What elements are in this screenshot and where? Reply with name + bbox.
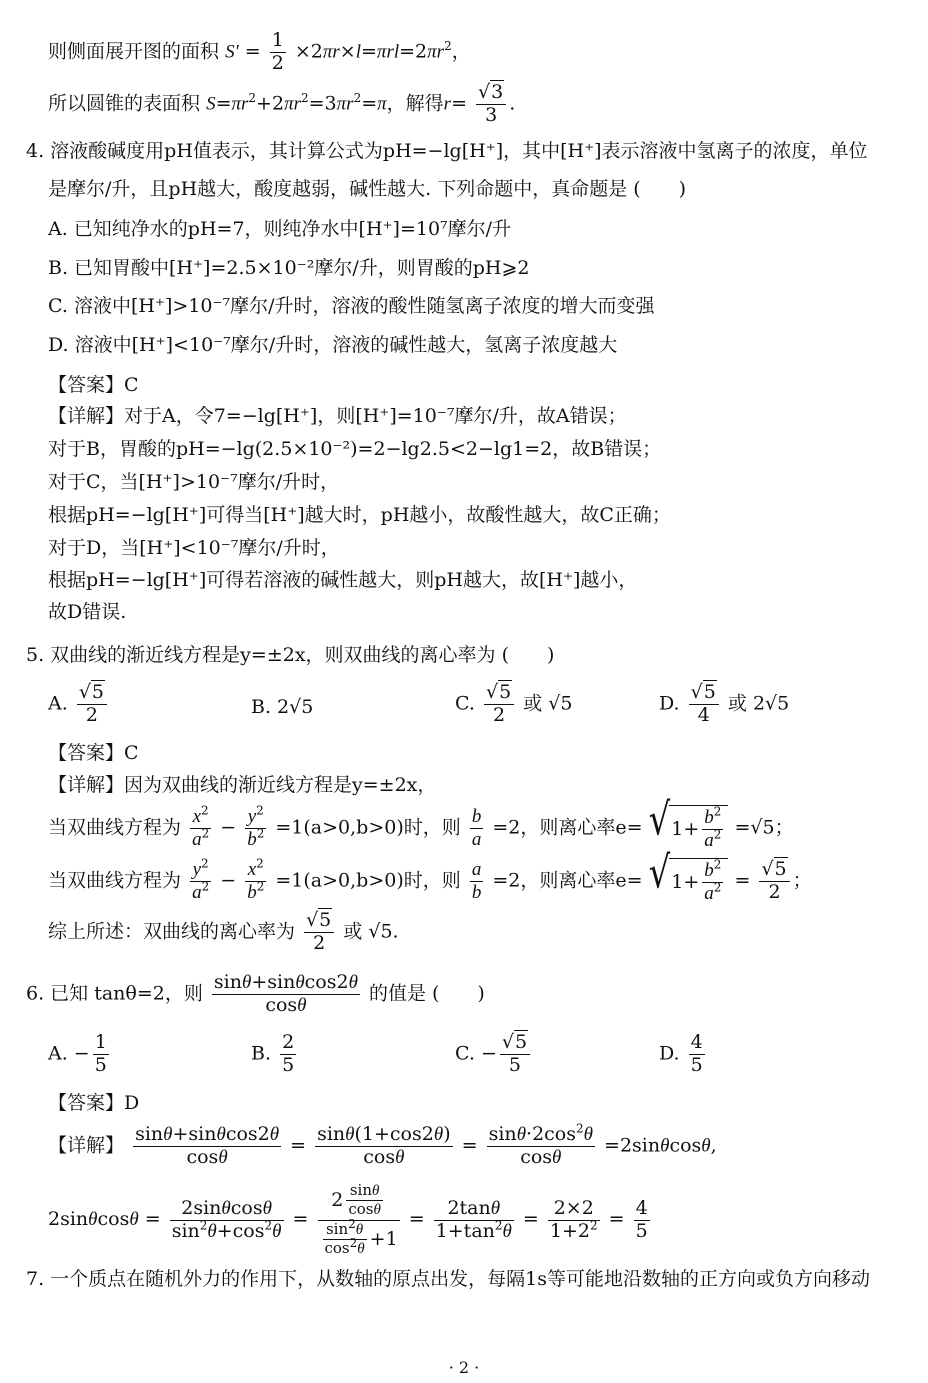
- q4-stem-line-1: 4. 溶液酸碱度用pH值表示，其计算公式为pH=−lg[H⁺]，其中[H⁺]表示溶液中氢离子的浓度，单位: [26, 140, 868, 162]
- q4-detail-1: 【详解】对于A，令7=−lg[H⁺]，则[H⁺]=10⁻⁷摩尔/升，故A错误；: [48, 405, 627, 427]
- q4-detail-7: 故D错误.: [48, 601, 127, 623]
- q6-detail-2: 2sinθcosθ = $\frac{2\sin\theta\cos\theta}{\sin^2\theta+\cos^2\theta}$ = 2 $\frac{\sin\theta}{\cos\theta}$ $\frac{\sin^2\theta}{\cos^2\theta}$ +1 = $\frac{2\tan\theta}{1+\tan^2\theta}$ = $\frac{2\times 2}{1+2^2}$ = $\frac{4}{5}$: [48, 1181, 648, 1257]
- q6-detail-1: 【详解】 $\frac{\sin\theta+\sin\theta\cos 2\theta}{\cos\theta}$ = $\frac{\sin\theta(1+\cos 2\theta)}{\cos\theta}$ = $\frac{\sin\theta\cdot 2\cos^2\theta}{\cos\theta}$ =2sinθcosθ,: [48, 1121, 717, 1168]
- q6-stem: 6. 已知 tanθ=2，则 $\frac{\sin\theta+\sin\theta\cos 2\theta}{\cos\theta}$ 的值是 ( ): [26, 971, 485, 1016]
- q6-option-c: C. − $\frac{√5}{5}$: [455, 1032, 533, 1077]
- q4-detail-4: 根据pH=−lg[H⁺]可得当[H⁺]越大时，pH越小，故酸性越大，故C正确；: [48, 504, 671, 526]
- q6-option-a: A. − $\frac{1}{5}$: [48, 1031, 107, 1076]
- q6-option-b: B. $\frac{2}{5}$: [251, 1031, 295, 1076]
- text-line-lateral-area: 则侧面展开图的面积 S′ = $\frac{1}{2}$ $\times 2\pi r\times l=\pi rl=2\pi r^2$，: [48, 29, 471, 74]
- q4-detail-6: 根据pH=−lg[H⁺]可得若溶液的碱性越大，则pH越大，故[H⁺]越小，: [48, 569, 638, 591]
- q4-answer: 【答案】C: [48, 374, 139, 396]
- q4-stem-line-2: 是摩尔/升，且pH越大，酸度越弱，碱性越大. 下列命题中，真命题是 ( ): [48, 178, 687, 200]
- page-number: · 2 ·: [448, 1358, 480, 1377]
- q4-option-c: C. 溶液中[H⁺]>10⁻⁷摩尔/升时，溶液的酸性随氢离子浓度的增大而变强: [48, 295, 655, 317]
- q5-detail-1: 【详解】因为双曲线的渐近线方程是y=±2x，: [48, 774, 437, 796]
- q5-option-c: C. $\frac{√5}{2}$ 或 √5: [455, 681, 573, 726]
- q5-detail-2: 当双曲线方程为 $\frac{x^2}{a^2}$ − $\frac{y^2}{b^2}$ =1(a>0,b>0)时，则 $\frac{b}{a}$ =2，则离心率e= √ 1+ $\frac{b^2}{a^2}$ =√5；: [48, 794, 794, 851]
- q5-option-d: D. $\frac{√5}{4}$ 或 2√5: [659, 681, 790, 726]
- q4-detail-2: 对于B，胃酸的pH=−lg(2.5×10⁻²)=2−lg2.5<2−lg1=2，故B错误；: [48, 438, 662, 460]
- q5-option-a: A. $\frac{√5}{2}$: [48, 682, 110, 727]
- q4-detail-5: 对于D，当[H⁺]<10⁻⁷摩尔/升时，: [48, 537, 340, 559]
- q5-detail-4: 综上所述：双曲线的离心率为 $\frac{√5}{2}$ 或 √5.: [48, 909, 399, 954]
- q5-stem: 5. 双曲线的渐近线方程是y=±2x，则双曲线的离心率为 ( ): [26, 644, 555, 666]
- q4-option-a: A. 已知纯净水的pH=7，则纯净水中[H⁺]=10⁷摩尔/升: [48, 218, 512, 240]
- q7-stem: 7. 一个质点在随机外力的作用下，从数轴的原点出发，每隔1s等可能地沿数轴的正方向或负方向移动: [26, 1268, 871, 1290]
- text-line-surface-area: 所以圆锥的表面积 $S=\pi r^2+2\pi r^2=3\pi r^2=\pi$，解得r= $\frac{√3}{3}$ .: [48, 81, 516, 126]
- q4-option-b: B. 已知胃酸中[H⁺]=2.5×10⁻²摩尔/升，则胃酸的pH⩾2: [48, 257, 530, 279]
- q4-detail-3: 对于C，当[H⁺]>10⁻⁷摩尔/升时，: [48, 471, 340, 493]
- q6-answer: 【答案】D: [48, 1092, 140, 1114]
- q6-option-d: D. $\frac{4}{5}$: [659, 1031, 703, 1076]
- q4-option-d: D. 溶液中[H⁺]<10⁻⁷摩尔/升时，溶液的碱性越大，氢离子浓度越大: [48, 334, 618, 356]
- q5-answer: 【答案】C: [48, 742, 139, 764]
- q5-option-b: B. 2√5: [251, 696, 314, 718]
- q5-detail-3: 当双曲线方程为 $\frac{y^2}{a^2}$ − $\frac{x^2}{b^2}$ =1(a>0,b>0)时，则 $\frac{a}{b}$ =2，则离心率e= √ 1+ $\frac{b^2}{a^2}$ = $\frac{√5}{2}$ ；: [48, 847, 812, 904]
